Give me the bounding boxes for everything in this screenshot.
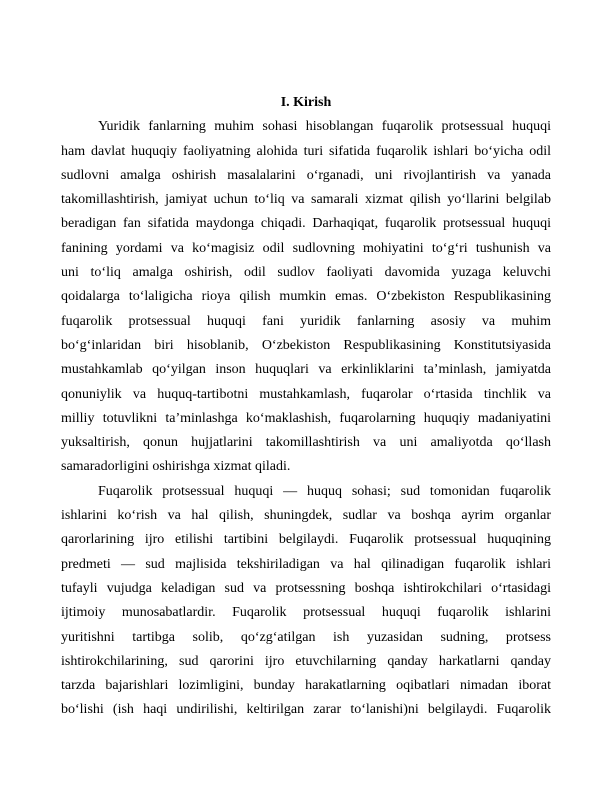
text-line: takomillashtirish, jamiyat uchun to‘liq va samarali xizmat qilish yo‘llarini belgilab (61, 192, 551, 208)
text-line: predmeti — sud majlisida tekshiriladigan va hal qilinadigan fuqarolik ishlari (61, 556, 551, 572)
text-line: fanining yordami va ko‘magisiz odil sudlovning mohiyatini to‘g‘ri tushunish va (61, 240, 551, 256)
text-line: yuritishni tartibga solib, qo‘zg‘atilgan ish yuzasidan sudning, protsess (61, 629, 551, 645)
text-line: ishlarini ko‘rish va hal qilish, shuningdek, sudlar va boshqa ayrim organlar (61, 508, 551, 524)
text-line: tarzda bajarishlari lozimligini, bunday harakatlarning oqibatlari nimadan iborat (61, 678, 551, 694)
text-line: qarorlarining ijro etilishi tartibini belgilaydi. Fuqarolik protsessual huquqining (61, 532, 551, 548)
text-line: Fuqarolik protsessual huquqi — huquq sohasi; sud tomonidan fuqarolik (98, 483, 551, 499)
text-line: uni to‘liq amalga oshirish, odil sudlov faoliyati davomida yuzaga keluvchi (61, 265, 551, 281)
text-line: qoidalarga to‘laligicha rioya qilish mumkin emas. O‘zbekiston Respublikasining (61, 289, 551, 305)
text-line: qonuniylik va huquq-tartibotni mustahkamlash, fuqarolar o‘rtasida tinchlik va (61, 386, 551, 402)
paragraph-2 (61, 480, 551, 723)
text-line: milliy totuvlikni ta’minlashga ko‘maklashish, fuqarolarning huquqiy madaniyatini (61, 410, 551, 426)
text-line: bo‘lishi (ish haqi undirilishi, keltirilgan zarar to‘lanishi)ni belgilaydi. Fuqarolik (61, 702, 551, 718)
text-line: yuksaltirish, qonun hujjatlarini takomillashtirish va uni amaliyotda qo‘llash (61, 435, 551, 451)
text-line: fuqarolik protsessual huquqi fani yuridik fanlarning asosiy va muhim (61, 313, 551, 329)
text-line: ijtimoiy munosabatlardir. Fuqarolik protsessual huquqi fuqarolik ishlarini (61, 605, 551, 621)
text-line: Yuridik fanlarning muhim sohasi hisoblangan fuqarolik protsessual huquqi (98, 119, 551, 135)
section-title: I. Kirish (280, 95, 332, 110)
text-line: beradigan fan sifatida maydonga chiqadi. Darhaqiqat, fuqarolik protsessual huquqi (61, 216, 551, 232)
text-line: mustahkamlab qo‘yilgan inson huquqlari va erkinliklarini ta’minlash, jamiyatda (61, 362, 551, 378)
text-line: ham davlat huquqiy faoliyatning alohida turi sifatida fuqarolik ishlari bo‘yicha odil (61, 143, 551, 159)
paragraph-1 (61, 115, 551, 479)
document-content (61, 91, 551, 723)
text-line: samaradorligini oshirishga xizmat qiladi. (61, 459, 291, 475)
text-line: tufayli vujudga keladigan sud va protsessning boshqa ishtirokchilari o‘rtasidagi (61, 580, 551, 596)
text-line: sudlovni amalga oshirish masalalarini o‘rganadi, uni rivojlantirish va yanada (61, 167, 551, 183)
text-line: ishtirokchilarining, sud qarorini ijro etuvchilarning qanday harkatlarni qanday (61, 653, 551, 669)
text-line: bo‘g‘inlaridan biri hisoblanib, O‘zbekiston Respublikasining Konstitutsiyasida (61, 337, 551, 353)
